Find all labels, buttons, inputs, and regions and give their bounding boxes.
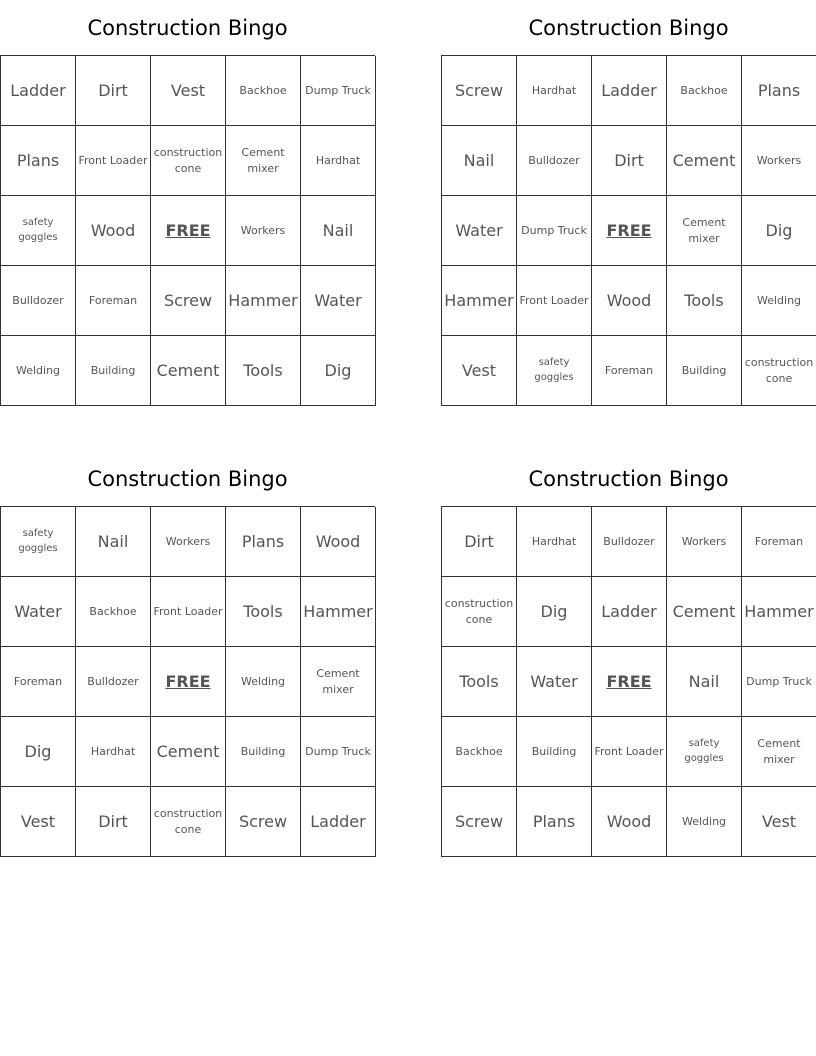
bingo-cell: Foreman xyxy=(742,507,816,577)
bingo-cell: Cement mixer xyxy=(742,717,816,787)
bingo-cell: Bulldozer xyxy=(517,126,592,196)
bingo-cell: Hardhat xyxy=(517,507,592,577)
bingo-cell: Screw xyxy=(151,266,226,336)
bingo-cell: Tools xyxy=(442,647,517,717)
bingo-cell: Dirt xyxy=(76,56,151,126)
bingo-cell: Water xyxy=(301,266,376,336)
bingo-cell: Screw xyxy=(226,787,301,857)
bingo-cell: Wood xyxy=(592,787,667,857)
bingo-cell: Backhoe xyxy=(76,577,151,647)
bingo-cell: Ladder xyxy=(592,56,667,126)
bingo-cell: Foreman xyxy=(592,336,667,406)
bingo-cell: Welding xyxy=(226,647,301,717)
bingo-cell: Foreman xyxy=(1,647,76,717)
bingo-cell: Welding xyxy=(667,787,742,857)
bingo-cell: Water xyxy=(442,196,517,266)
bingo-card-4 xyxy=(441,451,816,857)
bingo-cell: Front Loader xyxy=(592,717,667,787)
bingo-cell: Building xyxy=(667,336,742,406)
bingo-cell: Wood xyxy=(76,196,151,266)
bingo-cell: Dig xyxy=(517,577,592,647)
bingo-cell: Water xyxy=(1,577,76,647)
bingo-cell: Hardhat xyxy=(301,126,376,196)
card-title: Construction Bingo xyxy=(528,15,729,40)
bingo-cell: Tools xyxy=(226,577,301,647)
bingo-cell: construction cone xyxy=(742,336,816,406)
bingo-card-1 xyxy=(0,0,375,406)
bingo-card-3 xyxy=(0,451,375,857)
bingo-cell: Building xyxy=(517,717,592,787)
bingo-cell: Dirt xyxy=(592,126,667,196)
bingo-cell: Plans xyxy=(226,507,301,577)
bingo-cell: Building xyxy=(76,336,151,406)
bingo-cell: Backhoe xyxy=(667,56,742,126)
bingo-cell: Dump Truck xyxy=(742,647,816,717)
bingo-cell: Screw xyxy=(442,787,517,857)
bingo-cell: Vest xyxy=(151,56,226,126)
free-space: FREE xyxy=(592,647,667,717)
bingo-cell: Front Loader xyxy=(76,126,151,196)
bingo-cell: Bulldozer xyxy=(592,507,667,577)
bingo-cell: Workers xyxy=(226,196,301,266)
free-space: FREE xyxy=(592,196,667,266)
bingo-card-2 xyxy=(441,0,816,406)
card-title: Construction Bingo xyxy=(87,466,288,491)
bingo-cell: Tools xyxy=(226,336,301,406)
bingo-cell: Bulldozer xyxy=(1,266,76,336)
bingo-grid xyxy=(441,506,816,857)
bingo-cell: Backhoe xyxy=(442,717,517,787)
bingo-cell: Plans xyxy=(517,787,592,857)
bingo-cell: Hammer xyxy=(742,577,816,647)
bingo-cell: Welding xyxy=(1,336,76,406)
bingo-cell: safety goggles xyxy=(517,336,592,406)
bingo-cell: safety goggles xyxy=(1,196,76,266)
bingo-cell: Plans xyxy=(1,126,76,196)
bingo-cell: construction cone xyxy=(151,787,226,857)
bingo-cell: Dump Truck xyxy=(301,717,376,787)
bingo-cell: Dump Truck xyxy=(517,196,592,266)
bingo-cell: Front Loader xyxy=(517,266,592,336)
bingo-cell: Hammer xyxy=(301,577,376,647)
bingo-cell: construction cone xyxy=(442,577,517,647)
bingo-cell: safety goggles xyxy=(1,507,76,577)
bingo-cell: Foreman xyxy=(76,266,151,336)
bingo-cell: Workers xyxy=(151,507,226,577)
bingo-cell: Workers xyxy=(742,126,816,196)
bingo-cell: Dig xyxy=(1,717,76,787)
bingo-cell: Cement xyxy=(151,717,226,787)
bingo-cell: Workers xyxy=(667,507,742,577)
bingo-cell: Vest xyxy=(742,787,816,857)
bingo-cell: Building xyxy=(226,717,301,787)
bingo-cell: Dirt xyxy=(442,507,517,577)
bingo-grid xyxy=(441,55,816,406)
bingo-cell: Backhoe xyxy=(226,56,301,126)
bingo-cell: Tools xyxy=(667,266,742,336)
card-title: Construction Bingo xyxy=(87,15,288,40)
bingo-cell: Dirt xyxy=(76,787,151,857)
bingo-cell: Dig xyxy=(742,196,816,266)
bingo-cell: Vest xyxy=(1,787,76,857)
bingo-cell: construction cone xyxy=(151,126,226,196)
bingo-cell: Plans xyxy=(742,56,816,126)
bingo-cell: Hardhat xyxy=(76,717,151,787)
bingo-cell: Cement mixer xyxy=(226,126,301,196)
bingo-cell: Nail xyxy=(301,196,376,266)
bingo-grid xyxy=(0,506,375,857)
bingo-cell: Nail xyxy=(76,507,151,577)
card-title: Construction Bingo xyxy=(528,466,729,491)
bingo-cell: Cement xyxy=(667,126,742,196)
bingo-cell: Nail xyxy=(442,126,517,196)
bingo-cell: Screw xyxy=(442,56,517,126)
bingo-cell: Bulldozer xyxy=(76,647,151,717)
free-space: FREE xyxy=(151,196,226,266)
bingo-cell: Wood xyxy=(592,266,667,336)
bingo-cell: Hammer xyxy=(442,266,517,336)
bingo-grid xyxy=(0,55,375,406)
bingo-cell: safety goggles xyxy=(667,717,742,787)
bingo-cell: Cement mixer xyxy=(301,647,376,717)
bingo-cell: Hardhat xyxy=(517,56,592,126)
bingo-cell: Water xyxy=(517,647,592,717)
bingo-cell: Ladder xyxy=(301,787,376,857)
bingo-cell: Cement mixer xyxy=(667,196,742,266)
bingo-cell: Cement xyxy=(151,336,226,406)
bingo-cell: Ladder xyxy=(592,577,667,647)
free-space: FREE xyxy=(151,647,226,717)
bingo-cell: Dig xyxy=(301,336,376,406)
bingo-cell: Welding xyxy=(742,266,816,336)
bingo-cell: Wood xyxy=(301,507,376,577)
bingo-cell: Cement xyxy=(667,577,742,647)
bingo-cell: Front Loader xyxy=(151,577,226,647)
bingo-cell: Ladder xyxy=(1,56,76,126)
bingo-cell: Nail xyxy=(667,647,742,717)
bingo-cell: Dump Truck xyxy=(301,56,376,126)
bingo-cell: Vest xyxy=(442,336,517,406)
bingo-cell: Hammer xyxy=(226,266,301,336)
